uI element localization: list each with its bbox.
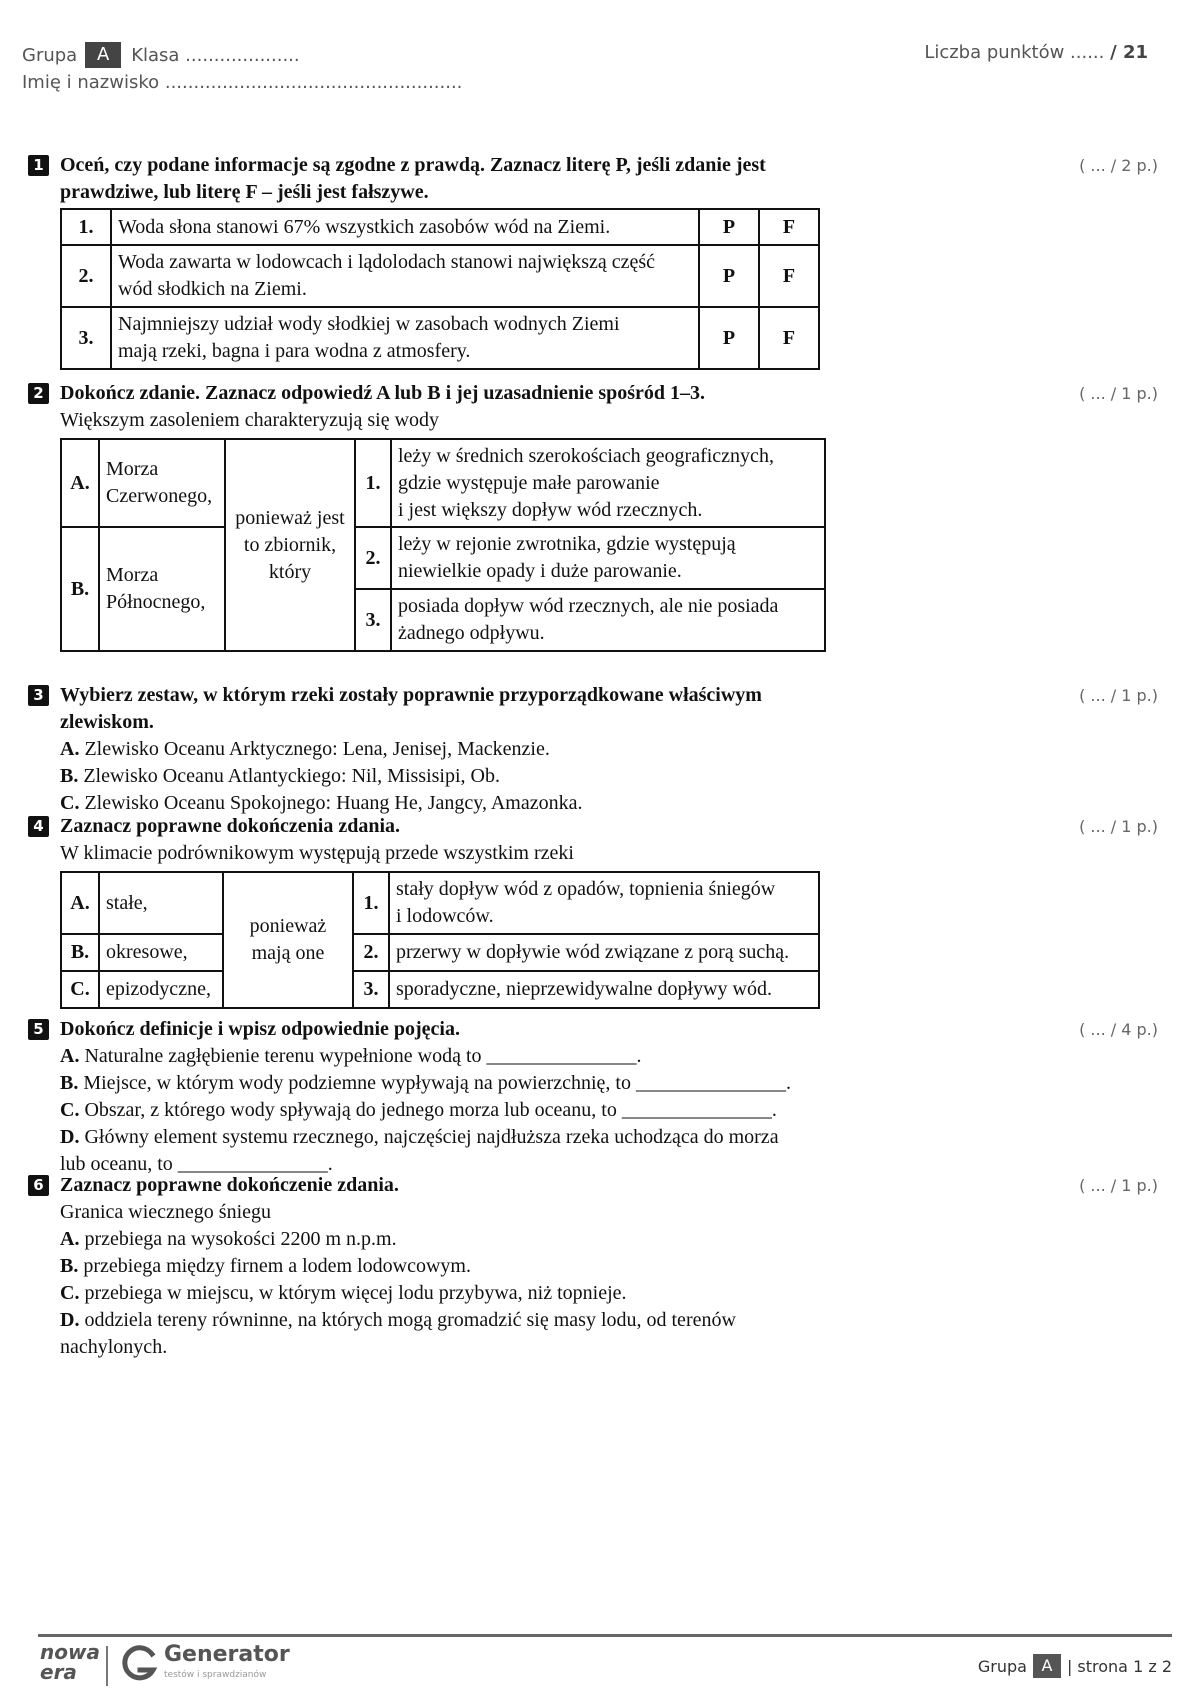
question-5 [28, 1016, 1158, 1178]
option-letter-b[interactable]: B. [61, 527, 99, 651]
reason-2[interactable]: leży w rejonie zwrotnika, gdzie występują niewielkie opady i duże parowanie. [391, 527, 825, 589]
answer-justification-table [60, 871, 820, 1009]
reason-number-2[interactable]: 2. [355, 527, 391, 589]
definition-b[interactable]: B. Miejsce, w którym wody podziemne wypływają na powierzchnię, to _______________. [60, 1072, 791, 1094]
generator-logo-subtitle: testów i sprawdzianów [164, 1670, 267, 1680]
reason-number-3[interactable]: 3. [353, 971, 389, 1008]
connector-text: ponieważ mają one [223, 872, 353, 1008]
question-stem: Większym zasoleniem charakteryzują się wody [60, 409, 440, 431]
question-1 [28, 152, 1158, 370]
question-number: 3 [28, 685, 49, 706]
option-d[interactable]: D. oddziela tereny równinne, na których mogą gromadzić się masy lodu, od terenów [60, 1309, 736, 1331]
question-title: Dokończ definicje i wpisz odpowiednie pojęcia. [60, 1018, 460, 1040]
question-stem: W klimacie podrównikowym występują przede wszystkim rzeki [60, 842, 574, 864]
question-number: 2 [28, 383, 49, 404]
page-number: | strona 1 z 2 [1066, 1656, 1172, 1676]
question-points: ( ... / 4 p.) [1079, 1020, 1158, 1039]
question-title: Wybierz zestaw, w którym rzeki zostały poprawnie przyporządkowane właściwym [60, 684, 762, 706]
points-total [924, 42, 1148, 63]
question-stem: Granica wiecznego śniegu [60, 1201, 272, 1223]
option-a[interactable]: stałe, [99, 872, 223, 934]
definition-d-cont[interactable]: lub oceanu, to _______________. [60, 1153, 333, 1175]
table-row [61, 245, 819, 307]
option-c[interactable]: C. Zlewisko Oceanu Spokojnego: Huang He, Jangcy, Amazonka. [60, 792, 583, 814]
false-option[interactable]: F [759, 307, 819, 369]
option-letter-c[interactable]: C. [61, 971, 99, 1008]
footer-group-label: Grupa [977, 1656, 1027, 1676]
option-letter-b[interactable]: B. [61, 934, 99, 971]
statement: Najmniejszy udział wody słodkiej w zasobach wodnych Ziemi mają rzeki, bagna i para wodna z atmosfery. [111, 307, 699, 369]
question-number: 6 [28, 1175, 49, 1196]
question-title-cont: zlewiskom. [60, 711, 154, 733]
row-number: 2. [61, 245, 111, 307]
question-title: Dokończ zdanie. Zaznacz odpowiedź A lub B i jej uzasadnienie spośród 1–3. [60, 382, 706, 404]
question-3 [28, 682, 1158, 817]
option-letter-a[interactable]: A. [61, 439, 99, 527]
table-row [61, 307, 819, 369]
true-option[interactable]: P [699, 245, 759, 307]
definition-a[interactable]: A. Naturalne zagłębienie terenu wypełnione wodą to _______________. [60, 1045, 642, 1067]
footer-divider [38, 1634, 1172, 1637]
option-c[interactable]: epizodyczne, [99, 971, 223, 1008]
name-field: Imię i nazwisko .................................................... [22, 72, 463, 93]
points-label: Liczba punktów ...... [924, 42, 1105, 63]
question-points: ( ... / 1 p.) [1079, 384, 1158, 403]
points-max: / 21 [1110, 42, 1148, 63]
reason-number-3[interactable]: 3. [355, 589, 391, 651]
false-option[interactable]: F [759, 209, 819, 245]
question-title: Zaznacz poprawne dokończenie zdania. [60, 1174, 399, 1196]
reason-number-1[interactable]: 1. [355, 439, 391, 527]
footer-group-badge: A [1033, 1654, 1061, 1678]
header-group-class [22, 42, 300, 68]
question-6 [28, 1172, 1158, 1361]
row-number: 3. [61, 307, 111, 369]
logo-divider [106, 1646, 108, 1686]
option-b[interactable]: B. Zlewisko Oceanu Atlantyckiego: Nil, Missisipi, Ob. [60, 765, 500, 787]
option-letter-a[interactable]: A. [61, 872, 99, 934]
answer-justification-table [60, 438, 826, 652]
class-field: Klasa .................... [131, 44, 300, 66]
page-indicator [978, 1654, 1172, 1678]
question-points: ( ... / 2 p.) [1079, 156, 1158, 175]
true-false-table [60, 208, 820, 370]
reason-3[interactable]: posiada dopływ wód rzecznych, ale nie posiada żadnego odpływu. [391, 589, 825, 651]
question-title: Oceń, czy podane informacje są zgodne z prawdą. Zaznacz literę P, jeśli zdanie jest [60, 154, 766, 176]
table-row [61, 209, 819, 245]
question-number: 4 [28, 816, 49, 837]
connector-text: ponieważ jest to zbiornik, który [225, 439, 355, 651]
reason-number-1[interactable]: 1. [353, 872, 389, 934]
reason-2[interactable]: przerwy w dopływie wód związane z porą suchą. [389, 934, 819, 971]
generator-logo-text: Generator [164, 1642, 290, 1667]
question-number: 1 [28, 155, 49, 176]
reason-number-2[interactable]: 2. [353, 934, 389, 971]
option-a[interactable]: A. przebiega na wysokości 2200 m n.p.m. [60, 1228, 397, 1250]
option-d-cont[interactable]: nachylonych. [60, 1336, 168, 1358]
generator-g-icon [120, 1644, 158, 1684]
definition-c[interactable]: C. Obszar, z którego wody spływają do jednego morza lub oceanu, to _______________. [60, 1099, 777, 1121]
question-2 [28, 380, 1158, 652]
reason-3[interactable]: sporadyczne, nieprzewidywalne dopływy wód. [389, 971, 819, 1008]
false-option[interactable]: F [759, 245, 819, 307]
statement: Woda zawarta w lodowcach i lądolodach stanowi największą część wód słodkich na Ziemi. [111, 245, 699, 307]
question-4 [28, 813, 1158, 1009]
true-option[interactable]: P [699, 307, 759, 369]
question-points: ( ... / 1 p.) [1079, 686, 1158, 705]
option-b[interactable]: okresowe, [99, 934, 223, 971]
definition-d[interactable]: D. Główny element systemu rzecznego, najczęściej najdłuższa rzeka uchodząca do morza [60, 1126, 779, 1148]
option-b[interactable]: Morza Północnego, [99, 527, 225, 651]
group-badge: A [85, 42, 121, 68]
group-label: Grupa [22, 44, 78, 66]
reason-1[interactable]: stały dopływ wód z opadów, topnienia śniegów i lodowców. [389, 872, 819, 934]
question-title: Zaznacz poprawne dokończenia zdania. [60, 815, 401, 837]
question-title-cont: prawdziwe, lub literę F – jeśli jest fałszywe. [60, 181, 429, 203]
question-points: ( ... / 1 p.) [1079, 1176, 1158, 1195]
true-option[interactable]: P [699, 209, 759, 245]
option-b[interactable]: B. przebiega między firnem a lodem lodowcowym. [60, 1255, 471, 1277]
row-number: 1. [61, 209, 111, 245]
question-points: ( ... / 1 p.) [1079, 817, 1158, 836]
reason-1[interactable]: leży w średnich szerokościach geograficznych, gdzie występuje małe parowanie i jest większy dopływ wód rzecznych. [391, 439, 825, 527]
nowa-era-logo: nowa era [40, 1640, 100, 1684]
option-a[interactable]: A. Zlewisko Oceanu Arktycznego: Lena, Jenisej, Mackenzie. [60, 738, 550, 760]
option-c[interactable]: C. przebiega w miejscu, w którym więcej lodu przybywa, niż topnieje. [60, 1282, 627, 1304]
question-number: 5 [28, 1019, 49, 1040]
option-a[interactable]: Morza Czerwonego, [99, 439, 225, 527]
statement: Woda słona stanowi 67% wszystkich zasobów wód na Ziemi. [111, 209, 699, 245]
